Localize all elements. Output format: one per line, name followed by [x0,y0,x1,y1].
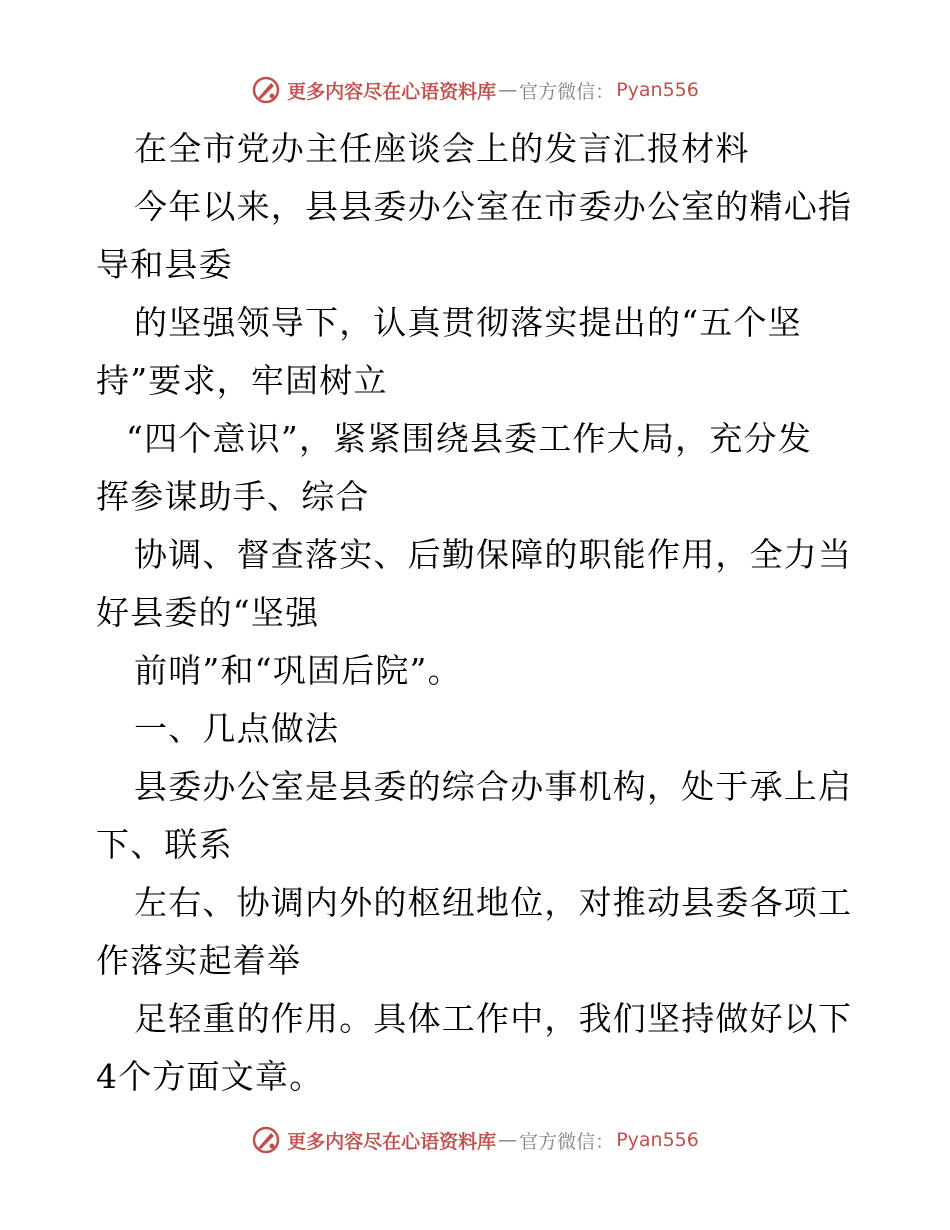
paragraph-line: 导和县委 [96,245,233,284]
banner-wechat-label: 官方微信： [519,1130,615,1153]
banner-brand-text: 更多内容尽在心语资料库 [287,1130,497,1153]
brand-logo-icon [251,1125,281,1155]
paragraph-line: 作落实起着举 [96,941,302,980]
banner-brand-text: 更多内容尽在心语资料库 [287,80,497,103]
banner-wechat-label: 官方微信： [519,80,615,103]
paragraph-line: 持”要求，牢固树立 [96,361,388,400]
footer-banner [0,1120,950,1160]
banner-separator: — [498,79,518,101]
paragraph-line: 今年以来，县县委办公室在市委办公室的精心指 [134,187,853,226]
paragraph-line: 挥参谋助手、综合 [96,477,370,516]
header-banner [0,70,950,110]
paragraph-line: 左右、协调内外的枢纽地位，对推动县委各项工 [134,883,853,922]
paragraph-line: 足轻重的作用。具体工作中，我们坚持做好以下 [134,999,853,1038]
banner-wechat-id: Pyan556 [616,79,699,101]
document-title: 在全市党办主任座谈会上的发言汇报材料 [134,129,750,168]
paragraph-line: 前哨”和“巩固后院”。 [134,651,462,690]
paragraph-line: 4个方面文章。 [96,1057,324,1096]
paragraph-line: 县委办公室是县委的综合办事机构，处于承上启 [134,767,853,806]
paragraph-line: 的坚强领导下，认真贯彻落实提出的“五个坚 [134,303,802,342]
paragraph-line: “四个意识”，紧紧围绕县委工作大局，充分发 [126,419,812,458]
paragraph-line: 好县委的“坚强 [96,593,320,632]
banner-wechat-id: Pyan556 [616,1129,699,1151]
brand-logo-icon [251,75,281,105]
paragraph-line: 协调、督查落实、后勤保障的职能作用，全力当 [134,535,853,574]
document-body [96,120,856,1106]
banner-separator: — [498,1129,518,1151]
section-heading: 一、几点做法 [134,709,340,748]
paragraph-line: 下、联系 [96,825,233,864]
